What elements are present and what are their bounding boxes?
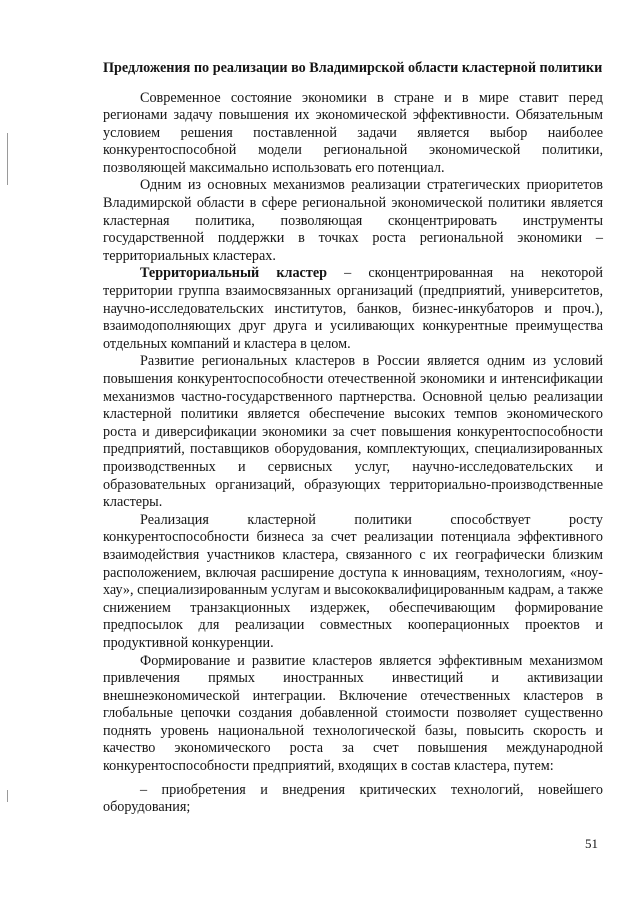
page-heading: Предложения по реализации во Владимирской области кластерной политики [103,60,603,76]
scan-margin-mark [7,133,8,185]
page-number: 51 [585,836,598,851]
paragraph-cluster-definition [103,265,603,353]
document-body [103,60,603,817]
paragraph-cluster-formation: Формирование и развитие кластеров является эффективным механизмом привлечения прямых иностранных инвестиций и активизации внешнеэкономической интеграции. Включение отечественных кластеров в глобальные цепочки создания добавленной стоимости позволяет существенно поднять уровень национальной технологической базы, повысить скорость и качество экономического роста за счет повышения международной конкурентоспособности предприятий, входящих в состав кластера, путем: [103,652,603,775]
paragraph-regional-clusters: Развитие региональных кластеров в России является одним из условий повышения конкурентоспособности отечественной экономики и интенсификации механизмов частно-государственного партнерства. Основной целью реализации кластерной политики является обеспечение высоких темпов экономического роста и диверсификации экономики за счет повышения конкурентоспособности предприятий, поставщиков оборудования, комплектующих, специализированных производственных и сервисных услуг, научно-исследовательских и образовательных организаций, образующих территориально-производственные кластеры. [103,353,603,511]
paragraph-policy-implementation: Реализация кластерной политики способствует росту конкурентоспособности бизнеса за счет реализации потенциала эффективного взаимодействия участников кластера, связанного с их географически близким расположением, включая расширение доступа к инновациям, технологиям, «ноу-хау», специализированным услугам и высококвалифицированным кадрам, а также снижением транзакционных издержек, обеспечивающим формирование предпосылок для реализации совместных кооперационных проектов и продуктивной конкуренции. [103,511,603,651]
term-territorial-cluster: Территориальный кластер [140,265,328,282]
paragraph-economy-state: Современное состояние экономики в стране и в мире ставит перед регионами задачу повышения их экономической эффективности. Обязательным условием решения поставленной задачи является выбор наиболее конкурентоспособной модели региональной экономической политики, позволяющей максимально использовать его потенциал. [103,89,603,176]
paragraph-cluster-policy: Одним из основных механизмов реализации стратегических приоритетов Владимирской области в сфере региональной экономической политики является кластерная политика, позволяющая сконцентрировать инструменты государственной поддержки в точках роста региональной экономики – территориальных кластерах. [103,177,603,264]
definition-text: – сконцентрированная на некоторой территории группа взаимосвязанных организаций (предприятий, университетов, научно-исследовательских институтов, банков, бизнес-инкубаторов и проч.), взаимодополняющих друг друга и усиливающих конкурентные преимущества отдельных компаний и кластера в целом. [103,265,603,352]
scan-margin-mark [7,790,8,802]
list-item: – приобретения и внедрения критических технологий, новейшего оборудования; [103,781,603,816]
